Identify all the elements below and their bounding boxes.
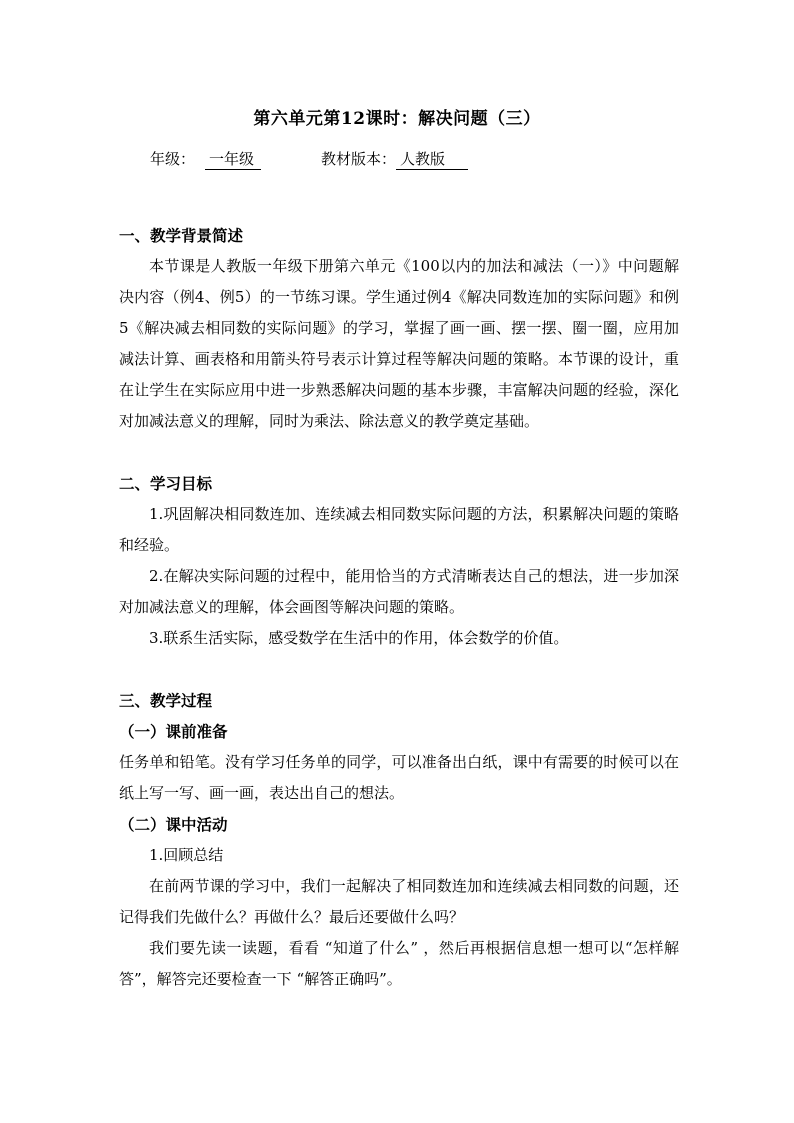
- goal-item-2: 2.在解决实际问题的过程中，能用恰当的方式清晰表达自己的想法，进一步加深对加减法意义的理解，体会画图等解决问题的策略。: [119, 567, 679, 616]
- activity-paragraph-1: 在前两节课的学习中，我们一起解决了相同数连加和连续减去相同数的问题，还记得我们先做什么？再做什么？最后还要做什么吗？: [119, 877, 679, 926]
- prep-paragraph: 任务单和铅笔。没有学习任务单的同学，可以准备出白纸，课中有需要的时候可以在纸上写一写、画一画，表达出自己的想法。: [119, 753, 679, 802]
- activity-paragraph-2: 我们要先读一读题，看看 “知道了什么” ，然后再根据信息想一想可以“怎样解答”，解答完还要检查一下 “解答正确吗”。: [119, 939, 679, 988]
- grade-value: 一年级: [205, 150, 261, 170]
- goal-item-3: 3.联系生活实际，感受数学在生活中的作用，体会数学的价值。: [149, 629, 569, 647]
- edition-label: 教材版本：: [321, 150, 397, 168]
- subheading-activity: （二）课中活动: [119, 815, 228, 834]
- goal-item-1: 1.巩固解决相同数连加、连续减去相同数实际问题的方法，积累解决问题的策略和经验。: [119, 505, 679, 554]
- page-title: 第六单元第12课时：解决问题（三）: [253, 109, 541, 129]
- grade-label: 年级：: [150, 150, 196, 168]
- subheading-prep: （一）课前准备: [119, 722, 228, 741]
- section-heading-process: 三、教学过程: [119, 691, 213, 710]
- edition-value: 人教版: [396, 150, 468, 170]
- background-paragraph: 本节课是人教版一年级下册第六单元《100以内的加法和减法（一）》中问题解决内容（例4、例5）的一节练习课。学生通过例4《解决同数连加的实际问题》和例5《解决减去相同数的实际问题》的学习，掌握了画一画、摆一摆、圈一圈，应用加减法计算、画表格和用箭头符号表示计算过程等解决问题的策略。本节课的设计，重在让学生在实际应用中进一步熟悉解决问题的基本步骤，丰富解决问题的经验，深化对加减法意义的理解，同时为乘法、除法意义的教学奠定基础。: [119, 257, 679, 430]
- section-heading-goals: 二、学习目标: [119, 474, 213, 493]
- lesson-meta: [150, 148, 468, 170]
- activity-step-1: 1.回顾总结: [149, 846, 224, 864]
- section-heading-background: 一、教学背景简述: [119, 226, 244, 245]
- document-body: [119, 220, 679, 995]
